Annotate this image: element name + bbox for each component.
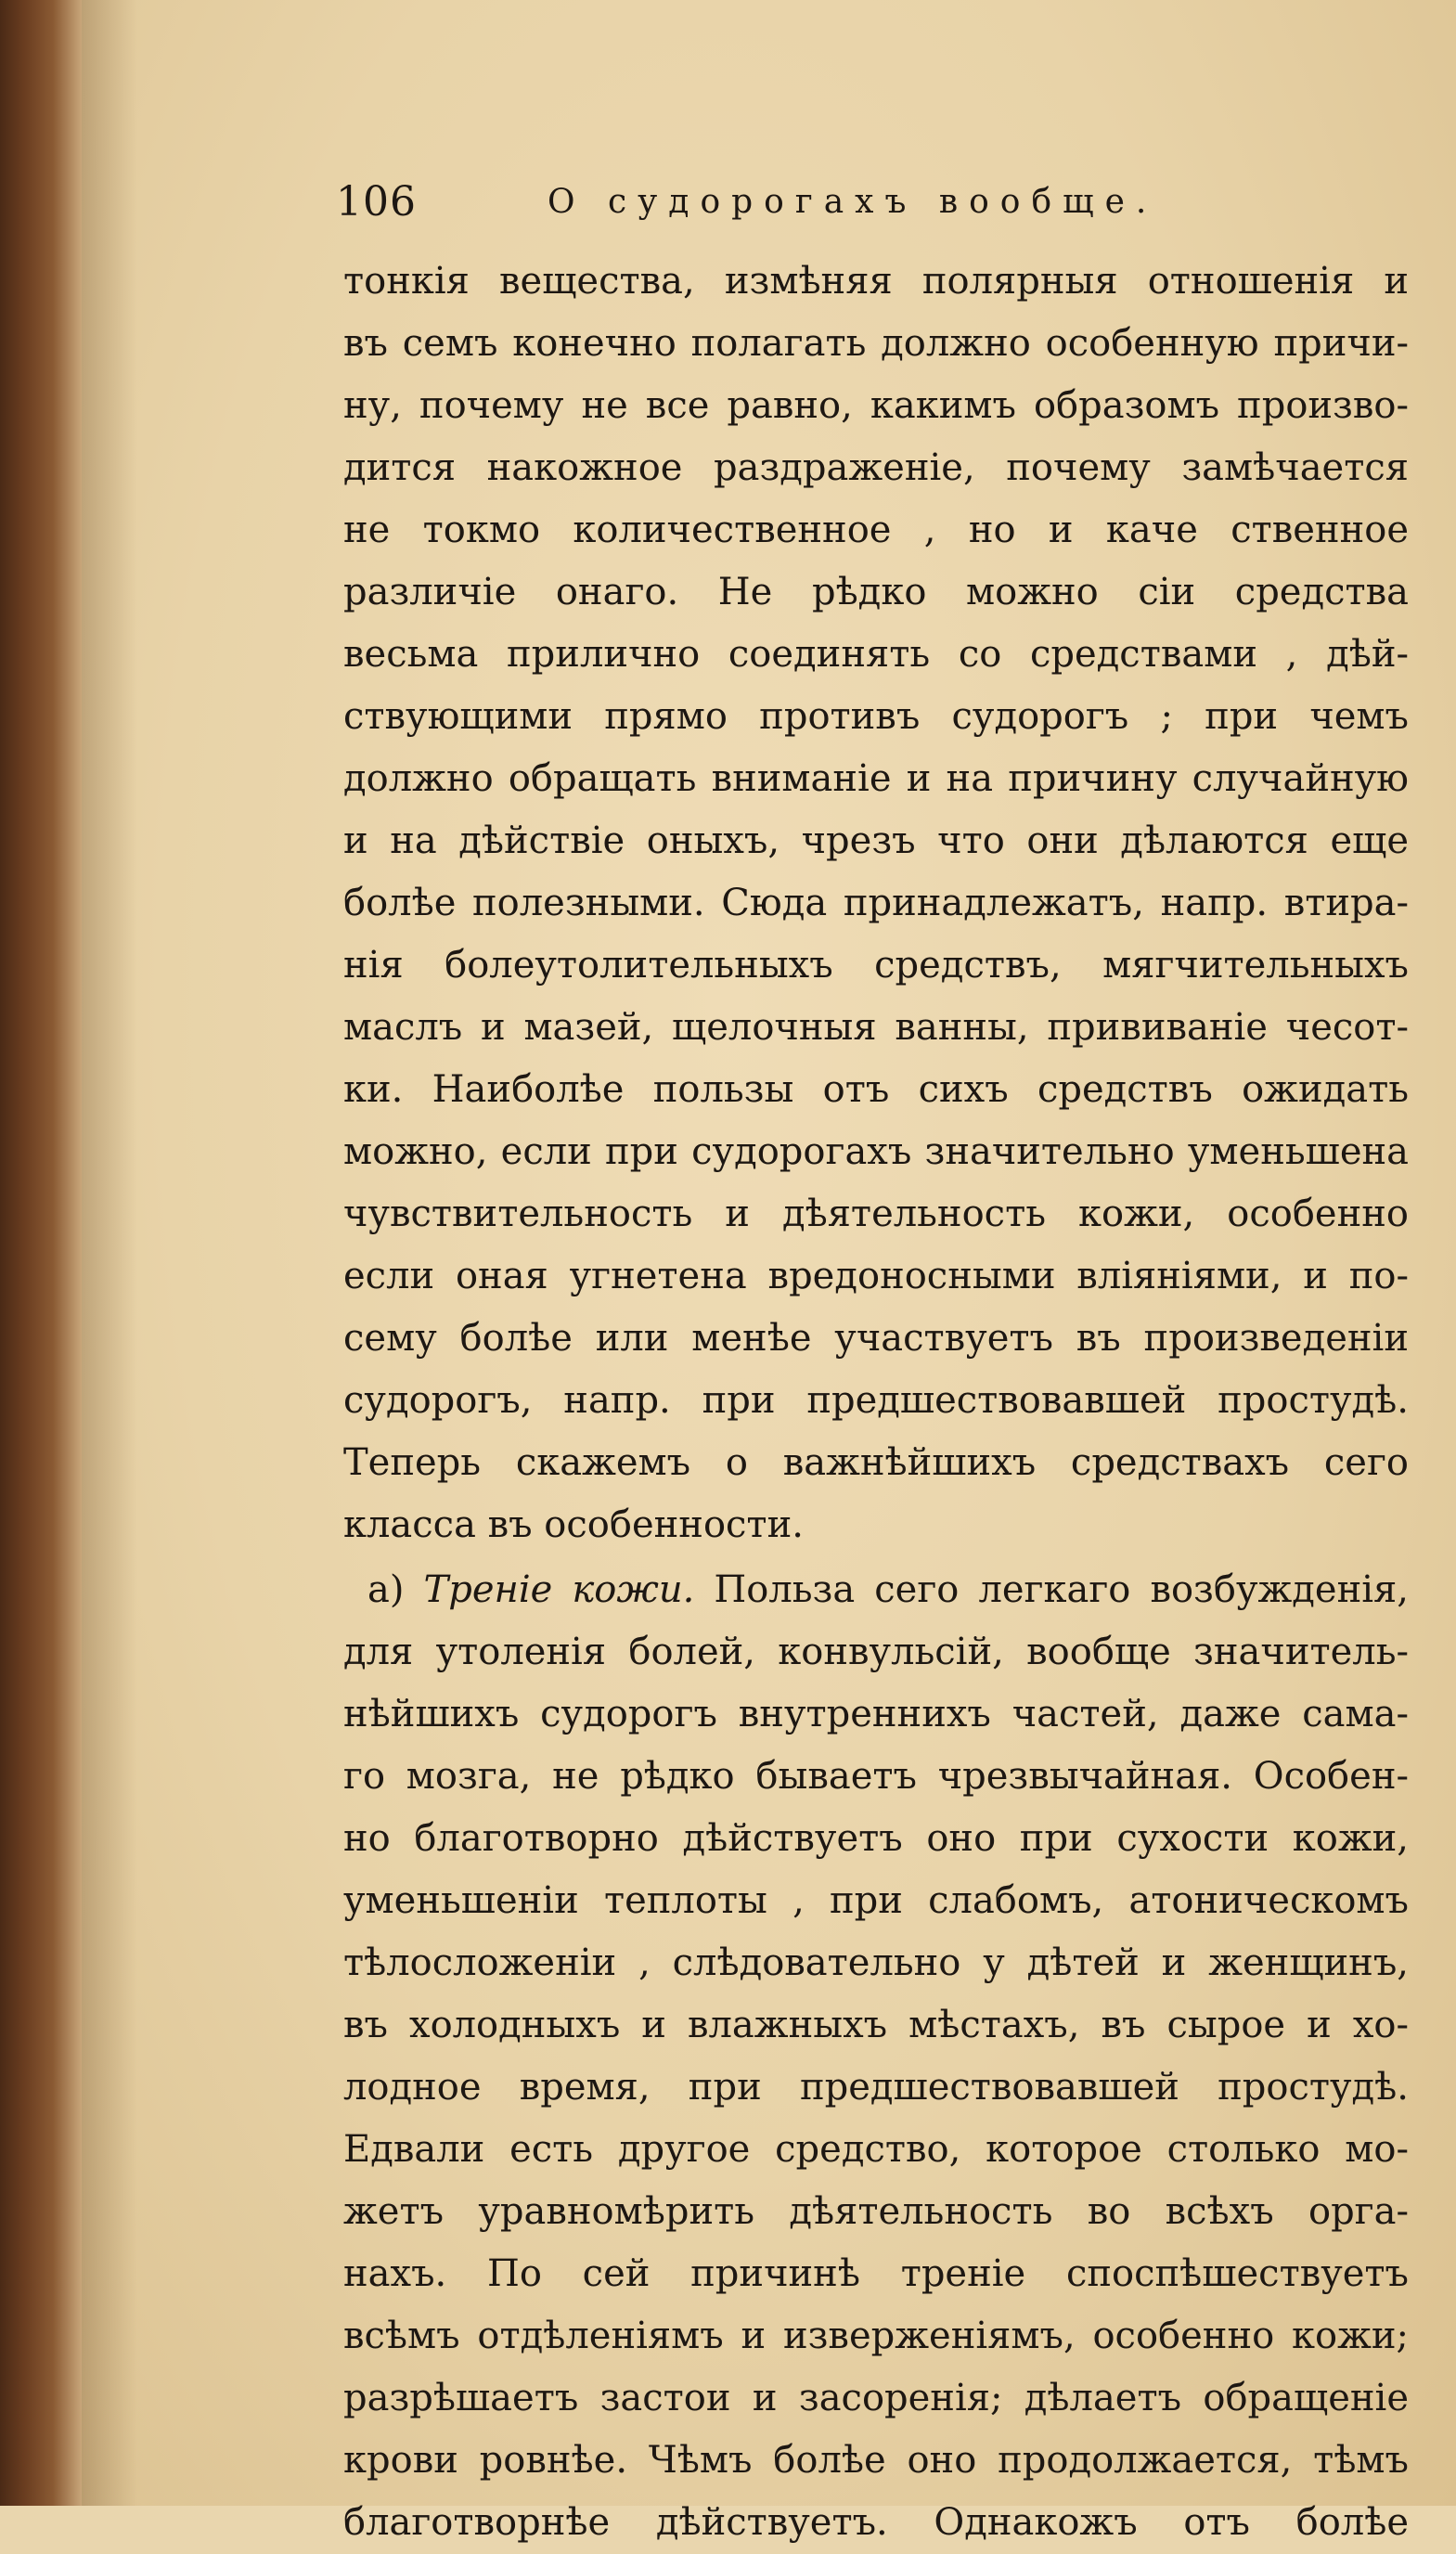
body-text bbox=[343, 251, 1409, 2554]
page-gutter-shadow bbox=[82, 0, 137, 2506]
text-line: Теперь скажемъ о важнѣйшихъ средствахъ сего bbox=[343, 1441, 1409, 1484]
book-binding-edge bbox=[0, 0, 82, 2506]
text-line: чувствительность и дѣятельность кожи, особенно bbox=[343, 1193, 1409, 1235]
text-line: нѣйшихъ судорогъ внутреннихъ частей, даже сама- bbox=[343, 1693, 1409, 1735]
text-line: Едвали есть другое средство, которое столько мо- bbox=[343, 2128, 1409, 2171]
text-line: можно, если при судорогахъ значительно уменьшена bbox=[343, 1130, 1409, 1173]
text-line: если оная угнетена вредоносными вліяніями, и по- bbox=[343, 1255, 1409, 1297]
text-line: въ семъ конечно полагать должно особенную причи- bbox=[343, 322, 1409, 365]
text-line: ки. Наиболѣе пользы отъ сихъ средствъ ожидать bbox=[343, 1068, 1409, 1111]
text-line: жетъ уравномѣрить дѣятельность во всѣхъ орга- bbox=[343, 2190, 1409, 2233]
text-line: должно обращать вниманіе и на причину случайную bbox=[343, 757, 1409, 800]
text-line: го мозга, не рѣдко бываетъ чрезвычайная. Особен- bbox=[343, 1755, 1409, 1798]
text-line: ну, почему не все равно, какимъ образомъ произво- bbox=[343, 384, 1409, 427]
text-line: всѣмъ отдѣленіямъ и изверженіямъ, особенно кожи; bbox=[343, 2315, 1409, 2357]
paragraph-first-line-text: Польза сего легкаго возбужденія, bbox=[714, 1568, 1409, 1611]
page-header bbox=[336, 174, 1403, 230]
text-line: но благотворно дѣйствуетъ оно при сухости кожи, bbox=[343, 1817, 1409, 1860]
text-line: сему болѣе или менѣе участвуетъ въ произведеніи bbox=[343, 1317, 1409, 1360]
paragraph-first-line bbox=[343, 1559, 1409, 1621]
text-line: не токмо количественное , но и каче ственное bbox=[343, 509, 1409, 551]
text-line: класса въ особенности. bbox=[343, 1503, 804, 1546]
text-line: нахъ. По сей причинѣ треніе споспѣшествуетъ bbox=[343, 2252, 1409, 2295]
text-line: уменьшеніи теплоты , при слабомъ, атоническомъ bbox=[343, 1879, 1409, 1922]
text-line: судорогъ, напр. при предшествовавшей простудѣ. bbox=[343, 1379, 1409, 1422]
text-line: различіе онаго. Не рѣдко можно сіи средства bbox=[343, 571, 1409, 613]
text-line: тонкія вещества, измѣняя полярныя отношенія и bbox=[343, 260, 1409, 303]
text-line: маслъ и мазей, щелочныя ванны, прививаніе чесот- bbox=[343, 1006, 1409, 1049]
paragraph-heading: Треніе кожи. bbox=[423, 1568, 695, 1611]
page-number: 106 bbox=[336, 178, 417, 226]
text-line: для утоленія болей, конвульсій, вообще значитель- bbox=[343, 1631, 1409, 1673]
text-line: и на дѣйствіе оныхъ, чрезъ что они дѣлаются еще bbox=[343, 819, 1409, 862]
text-line: весьма прилично соединять со средствами , дѣй- bbox=[343, 633, 1409, 676]
text-line: нія болеутолительныхъ средствъ, мягчительныхъ bbox=[343, 944, 1409, 987]
text-line: лодное время, при предшествовавшей простудѣ. bbox=[343, 2066, 1409, 2109]
text-line: болѣе полезными. Сюда принадлежатъ, напр. втира- bbox=[343, 882, 1409, 924]
running-title: О судорогахъ вообще. bbox=[548, 183, 1158, 221]
text-line: ствующими прямо противъ судорогъ ; при чемъ bbox=[343, 695, 1409, 738]
text-line: благотворнѣе дѣйствуетъ. Однакожъ отъ болѣе bbox=[343, 2501, 1409, 2544]
text-line: въ холодныхъ и влажныхъ мѣстахъ, въ сырое и хо- bbox=[343, 2004, 1409, 2046]
text-line: разрѣшаетъ застои и засоренія; дѣлаетъ обращеніе bbox=[343, 2377, 1409, 2419]
text-line: дится накожное раздраженіе, почему замѣчается bbox=[343, 446, 1409, 489]
text-line: тѣлосложеніи , слѣдовательно у дѣтей и женщинъ, bbox=[343, 1941, 1409, 1984]
text-line: крови ровнѣе. Чѣмъ болѣе оно продолжается, тѣмъ bbox=[343, 2439, 1409, 2482]
paragraph-label: а) bbox=[367, 1568, 405, 1611]
